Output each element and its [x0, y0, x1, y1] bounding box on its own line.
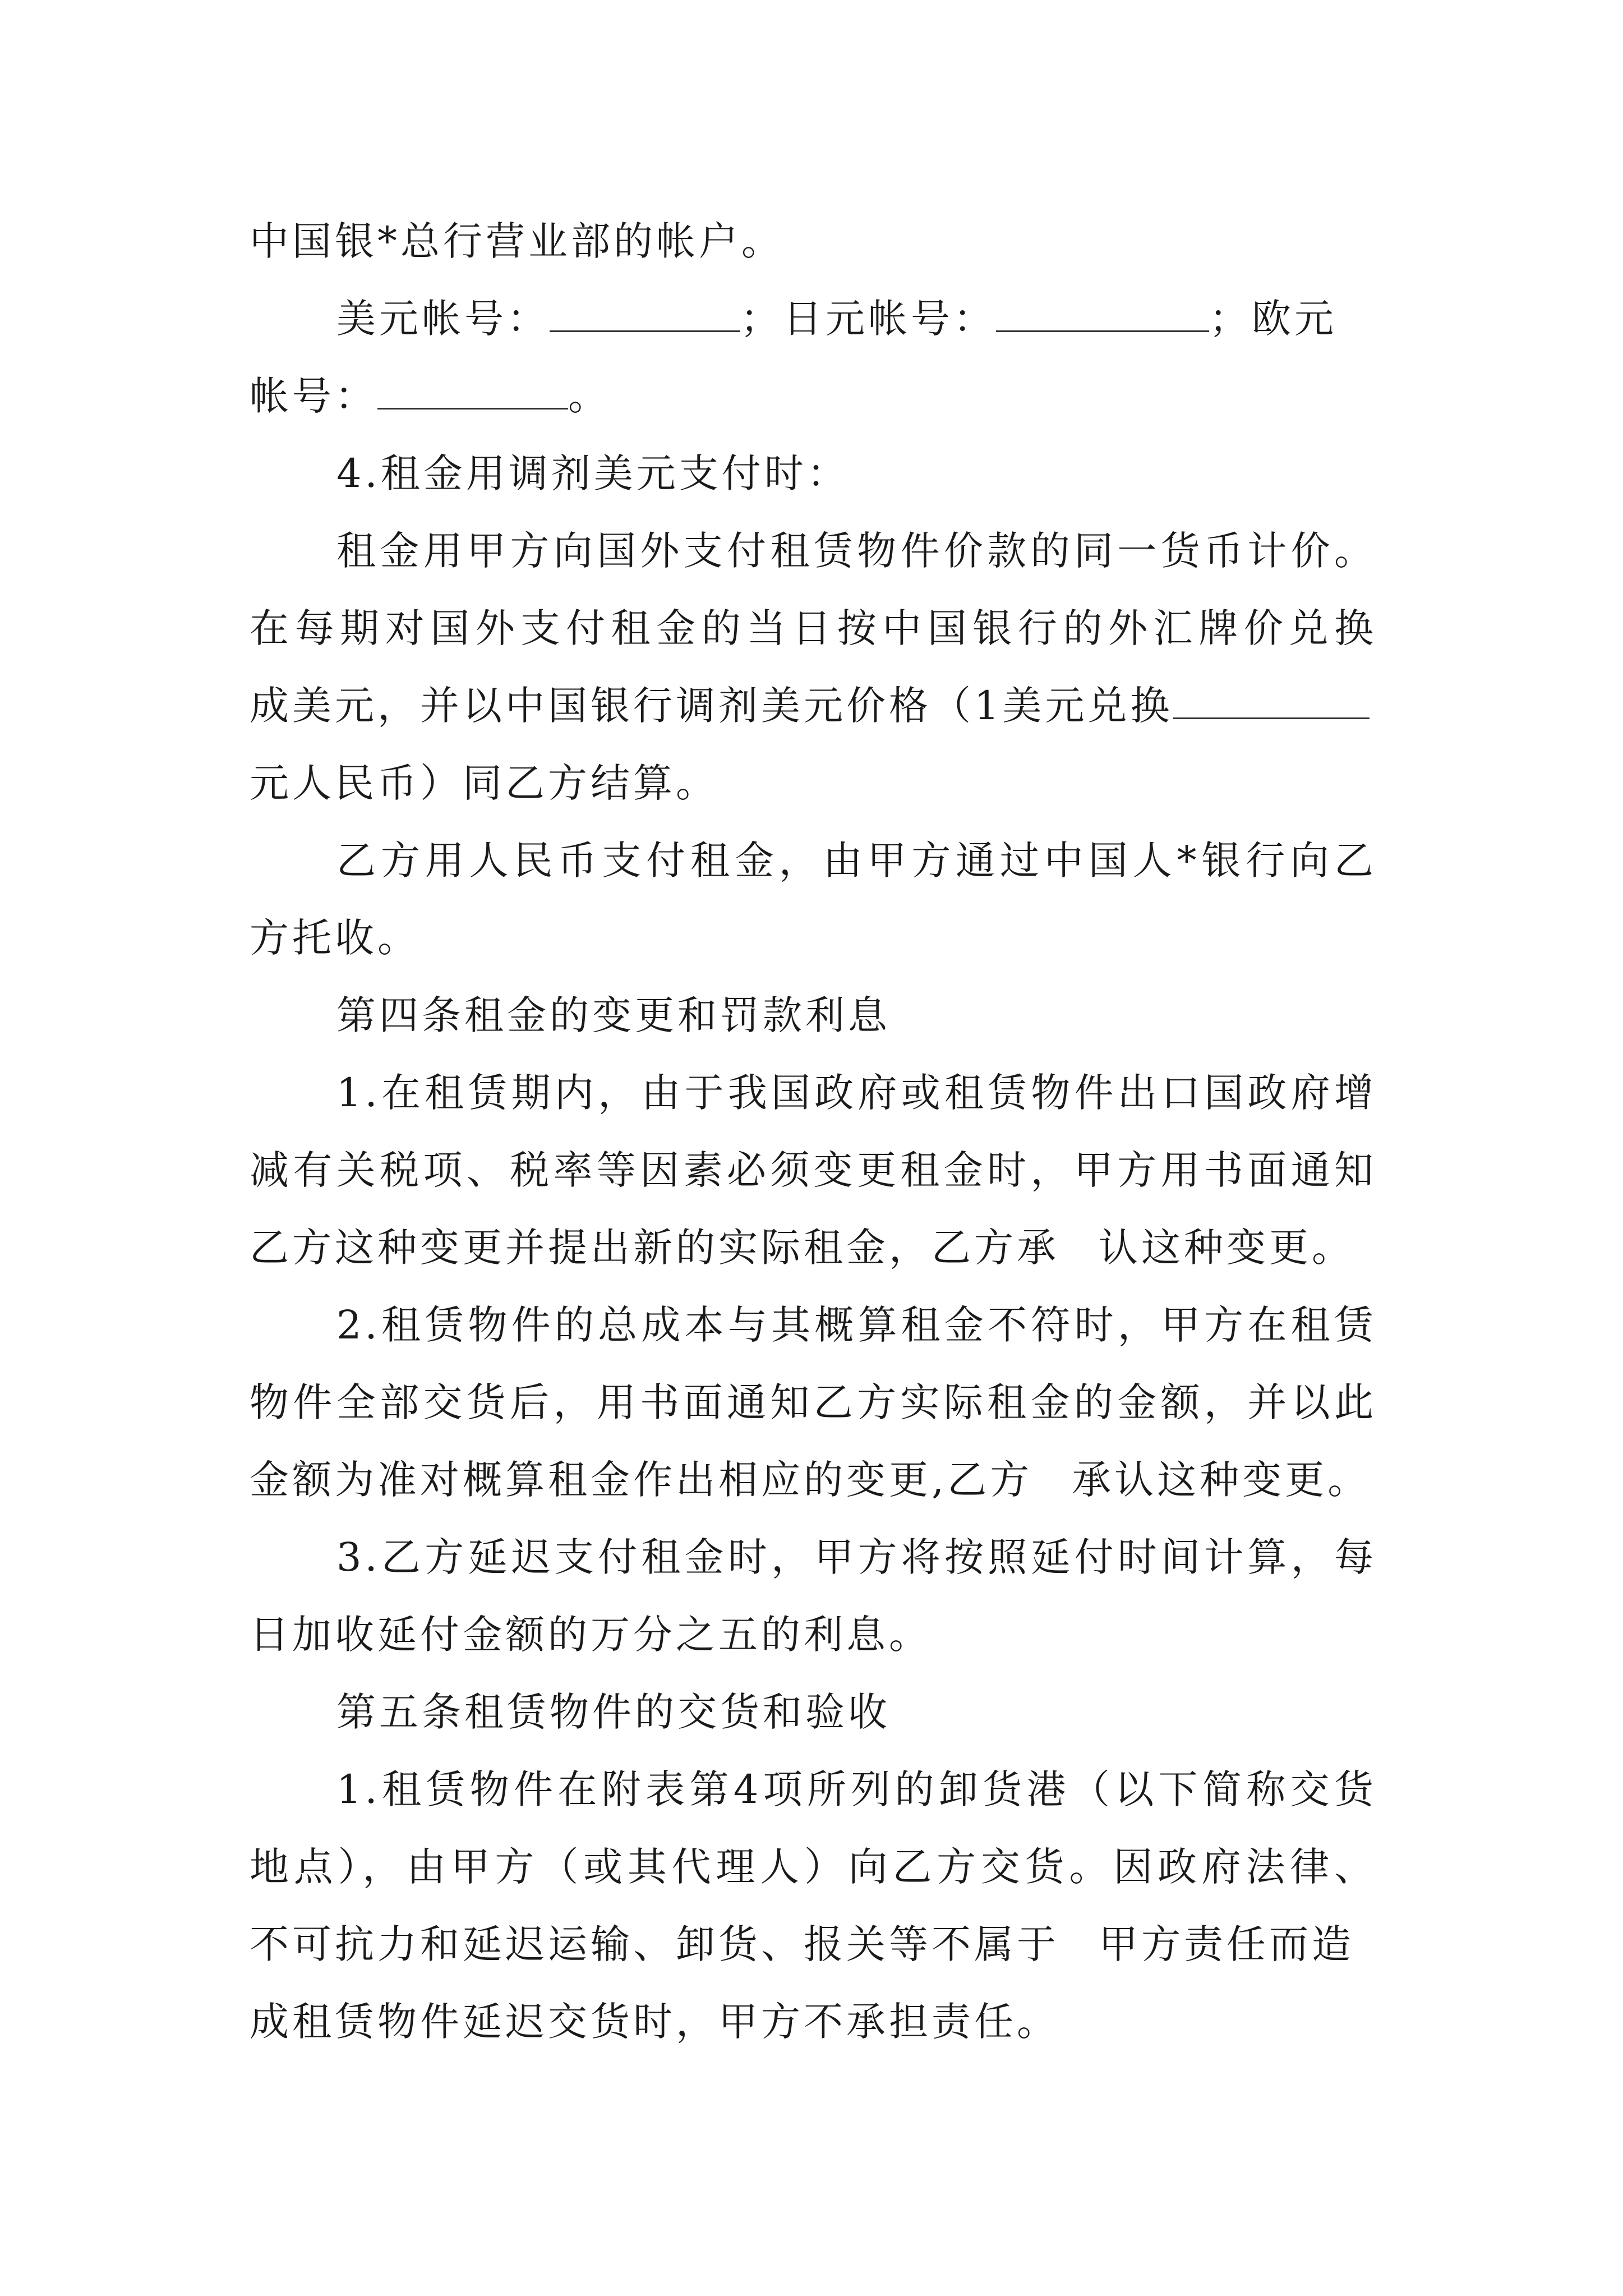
- section-heading: [250, 1684, 1464, 1740]
- line-text: 租金用甲方向国外支付租赁物件价款的同一货币计价。: [336, 528, 1377, 574]
- line-end-mark: 。: [568, 373, 611, 419]
- usd-account-blank: [550, 297, 740, 332]
- text-line: [250, 1374, 1377, 1430]
- text-line: [250, 1761, 1377, 1818]
- line-text: 承认这种变更。: [1072, 1457, 1371, 1503]
- heading-text: 第四条租金的变更和罚款利息: [336, 992, 891, 1038]
- eur-account-label-cont: 帐号：: [250, 373, 377, 419]
- line-text: 认这种变更。: [1099, 1225, 1354, 1271]
- eur-account-blank: [377, 374, 568, 409]
- account-line: [250, 291, 1377, 347]
- text-line: [250, 600, 1377, 656]
- line-text: 金额为准对概算租金作出相应的变更,乙方: [250, 1457, 1033, 1503]
- line-text: 成租赁物件延迟交货时，甲方不承担责任。: [250, 1999, 1059, 2045]
- text-line: [250, 1994, 1377, 2050]
- line-text: 元人民币）同乙方结算。: [250, 760, 718, 806]
- line-text: 日加收延付金额的万分之五的利息。: [250, 1612, 932, 1658]
- line-text: 乙方这种变更并提出新的实际租金，乙方承: [250, 1225, 1059, 1271]
- jpy-account-label: ；日元帐号：: [740, 296, 996, 342]
- heading-text: 第五条租赁物件的交货和验收: [336, 1689, 891, 1735]
- text-line: [250, 678, 1377, 734]
- line-text: 2.租赁物件的总成本与其概算租金不符时，甲方在租赁: [336, 1302, 1377, 1348]
- text-line: [250, 523, 1377, 579]
- text-line: [250, 213, 1377, 269]
- line-text: 甲方责任而造: [1099, 1921, 1354, 1967]
- text-line: [250, 1839, 1377, 1895]
- line-text: 物件全部交货后，用书面通知乙方实际租金的金额，并以此: [250, 1379, 1377, 1425]
- section-heading: [250, 987, 1464, 1043]
- text-line: [250, 1607, 1377, 1663]
- text-line: [250, 1529, 1377, 1585]
- text-line: [250, 445, 1464, 501]
- text-line: [250, 1142, 1377, 1198]
- text-line: [250, 1452, 1377, 1508]
- line-text: 1.在租赁期内，由于我国政府或租赁物件出口国政府增: [336, 1070, 1377, 1116]
- usd-account-label: 美元帐号：: [336, 296, 550, 342]
- line-text: 3.乙方延迟支付租金时，甲方将按照延付时间计算，每: [336, 1534, 1377, 1580]
- text-line: [250, 755, 1377, 811]
- line-text: 在每期对国外支付租金的当日按中国银行的外汇牌价兑换: [250, 605, 1377, 651]
- line-text: 1.租赁物件在附表第4项所列的卸货港（以下简称交货: [336, 1766, 1377, 1812]
- jpy-account-blank: [996, 297, 1209, 332]
- line-text: 乙方用人民币支付租金，由甲方通过中国人*银行向乙: [336, 838, 1377, 884]
- text-line: [250, 1220, 1377, 1276]
- text-line: [250, 832, 1377, 889]
- line-text: 成美元，并以中国银行调剂美元价格（1美元兑换: [250, 683, 1173, 729]
- document-page: [250, 0, 1377, 2296]
- line-text: 减有关税项、税率等因素必须变更租金时，甲方用书面通知: [250, 1147, 1377, 1193]
- eur-account-label: ；欧元: [1209, 296, 1337, 342]
- text-line: [250, 1297, 1377, 1353]
- line-text: 4.租金用调剂美元支付时：: [336, 450, 850, 496]
- exchange-rate-blank: [1173, 684, 1370, 719]
- line-text: 不可抗力和延迟运输、卸货、报关等不属于: [250, 1921, 1059, 1967]
- line-text: 中国银*总行营业部的帐户。: [250, 218, 784, 264]
- line-text: 地点），由甲方（或其代理人）向乙方交货。因政府法律、: [250, 1844, 1377, 1890]
- line-text: 方托收。: [250, 915, 420, 961]
- text-line: [250, 1916, 1377, 1972]
- text-line: [250, 1065, 1377, 1121]
- account-line: [250, 368, 1377, 424]
- text-line: [250, 910, 1377, 966]
